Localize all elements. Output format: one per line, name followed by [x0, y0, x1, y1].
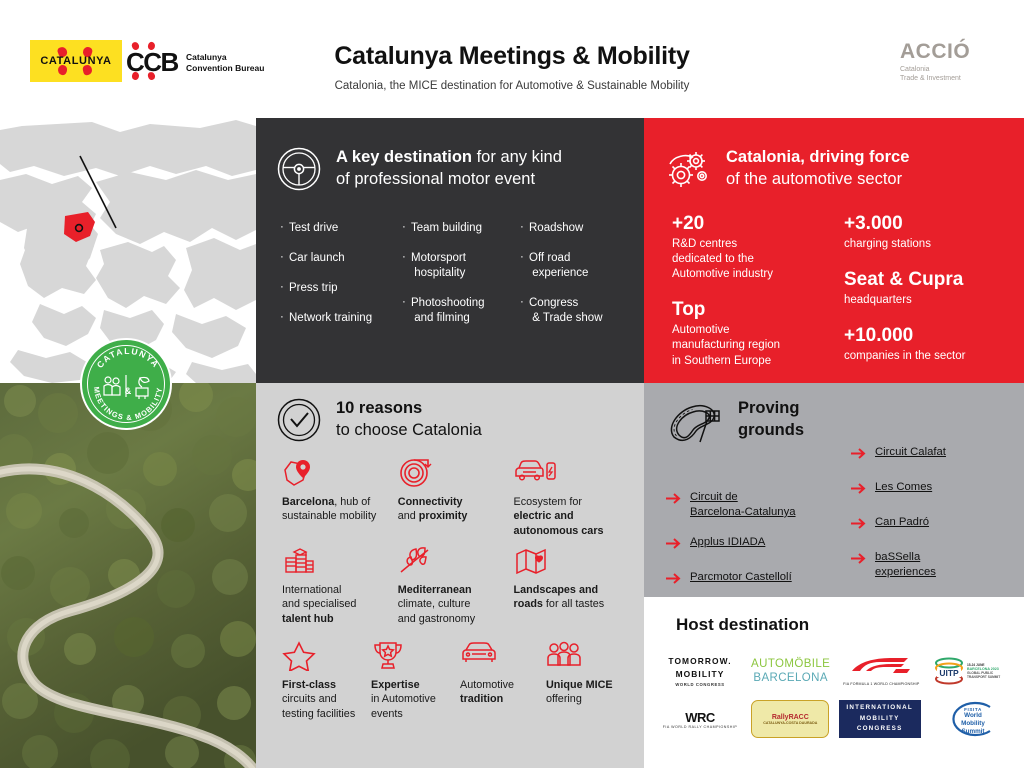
rallyracc-line2: CATALUNYA-COSTA DAURADA	[763, 720, 818, 725]
proving-ground-link[interactable]	[666, 535, 846, 555]
driving-force-stat	[844, 269, 1016, 308]
accio-logo-word: ACCIÓ	[900, 40, 971, 63]
catalunya-meetings-mobility-badge	[80, 338, 172, 430]
arrow-right-icon	[666, 572, 682, 590]
fisita-line1: FISITA	[964, 707, 982, 712]
uitp-line4: GLOBAL PUBLIC TRANSPORT SUMMIT	[966, 671, 1001, 680]
reason-label: Expertise in Automotive events	[371, 679, 436, 720]
key-destination-item: · Roadshow	[520, 221, 632, 236]
catalunya-logo-text: CATALUNYA	[40, 55, 112, 67]
aerial-road-photo	[0, 383, 256, 768]
connectivity-spiral-icon	[398, 458, 506, 488]
proving-ground-link[interactable]	[851, 480, 1021, 500]
page-subtitle: Catalonia, the MICE destination for Automotive & Sustainable Mobility	[334, 80, 690, 92]
svg-text:CATALUNYA: CATALUNYA	[94, 345, 162, 370]
host-destination-logo-rows	[658, 647, 1014, 743]
accio-caption-line1: Catalonia	[900, 66, 930, 73]
graduation-buildings-icon	[282, 546, 390, 576]
key-destination-panel	[256, 118, 644, 383]
driving-force-stat-label: R&D centres dedicated to the Automotive industry	[672, 237, 773, 281]
uitp-line2: 15-24 JUNE	[966, 662, 985, 667]
driving-force-heading	[726, 146, 909, 191]
reasons-row	[282, 458, 637, 538]
reason-item	[460, 641, 540, 721]
ten-reasons-header	[276, 397, 626, 448]
reason-item	[398, 458, 506, 538]
key-destination-column-1	[280, 221, 402, 341]
accio-logo-caption	[900, 65, 1000, 84]
driving-force-stat-value: +3.000	[844, 213, 903, 234]
rallyracc-logo	[751, 700, 829, 738]
key-destination-item: · Press trip	[280, 281, 402, 296]
racetrack-icon	[666, 397, 724, 454]
reason-label: Connectivity and proximity	[397, 496, 468, 523]
ccb-logo-mark: CCB	[126, 47, 178, 77]
key-destination-item: · Congress & Trade show	[520, 296, 632, 326]
key-destination-column-3	[520, 221, 632, 341]
host-destination-panel	[644, 597, 1024, 768]
proving-ground-link-label[interactable]: Circuit Calafat	[875, 446, 946, 458]
reason-item	[398, 546, 506, 626]
driving-force-stat	[672, 213, 844, 282]
badge-people-plant-icons	[82, 372, 174, 407]
proving-ground-link[interactable]	[851, 445, 1021, 465]
proving-ground-link[interactable]	[851, 550, 1021, 580]
proving-ground-link-label[interactable]: Circuit de Barcelona-Catalunya	[690, 491, 796, 518]
wrc-line2: FIA WORLD RALLY CHAMPIONSHIP	[662, 724, 738, 729]
reasons-grid-bottom	[282, 641, 642, 729]
arrow-right-icon	[666, 492, 682, 510]
reasons-grid-top	[282, 458, 637, 634]
accio-logo	[900, 40, 1000, 84]
reason-item	[282, 546, 390, 626]
reason-item	[282, 458, 390, 538]
imc-line2: MOBILITY	[859, 714, 900, 722]
proving-grounds-links-left	[666, 490, 846, 605]
key-destination-heading-line2: of professional motor event	[336, 170, 536, 189]
driving-force-header	[664, 146, 1014, 199]
proving-grounds-heading	[738, 397, 804, 442]
ccb-caption-line2: Convention Bureau	[186, 62, 265, 73]
proving-ground-link[interactable]	[666, 490, 846, 520]
star-outline-icon	[282, 641, 365, 671]
rallyracc-line1: RallyRACC	[771, 713, 809, 721]
steering-wheel-icon	[276, 146, 322, 197]
tomorrow-mobility-logo	[658, 650, 742, 692]
driving-force-stat-value: +20	[672, 213, 705, 234]
location-pin-map-icon	[282, 458, 390, 488]
proving-ground-link-label[interactable]: Can Padró	[875, 516, 930, 528]
proving-ground-link-label[interactable]: baSSella experiences	[875, 551, 936, 578]
reason-item	[371, 641, 454, 721]
reason-label: Landscapes and roads for all tastes	[513, 584, 605, 611]
reason-label: Unique MICE offering	[546, 679, 613, 706]
page-header	[0, 0, 1024, 118]
driving-force-stat	[844, 213, 1016, 252]
fisita-world-mobility-summit-logo	[930, 698, 1014, 740]
key-destination-column-2	[402, 221, 520, 341]
wrc-line1: WRC	[685, 709, 715, 725]
arrow-right-icon	[851, 482, 867, 500]
imc-line3: CONGRESS	[856, 725, 903, 733]
page-title: Catalunya Meetings & Mobility	[334, 42, 690, 70]
people-group-icon	[546, 641, 632, 671]
key-destination-heading-strong: A key destination	[336, 148, 473, 166]
proving-grounds-links-right	[851, 445, 1021, 595]
driving-force-stat-value: Top	[672, 299, 706, 321]
key-destination-item: · Test drive	[280, 221, 402, 236]
reason-item	[546, 641, 632, 721]
proving-grounds-heading-line1: Proving	[738, 399, 800, 417]
f1-logo-subtext: FIA FORMULA 1 WORLD CHAMPIONSHIP	[843, 681, 920, 686]
title-block	[0, 42, 1024, 92]
driving-force-stat-label: companies in the sector	[844, 349, 966, 362]
arrow-right-icon	[851, 552, 867, 570]
car-front-icon	[460, 641, 540, 671]
reason-label: Mediterranean climate, culture and gastronomy	[397, 584, 476, 625]
reason-item	[282, 641, 365, 721]
key-destination-item: · Photoshooting and filming	[402, 296, 520, 326]
reason-label: International and specialised talent hub	[282, 584, 357, 625]
key-destination-list	[280, 221, 632, 341]
uitp-mark-icon	[933, 656, 965, 686]
driving-force-stats	[672, 213, 1016, 386]
proving-ground-link[interactable]	[851, 515, 1021, 535]
tomorrow-mobility-line3: WORLD CONGRESS	[675, 681, 725, 687]
driving-force-panel	[644, 118, 1024, 383]
folded-map-heart-icon	[514, 546, 629, 576]
automobile-barcelona-line2: BARCELONA	[753, 672, 828, 684]
key-destination-item: · Team building	[402, 221, 520, 236]
electric-car-icon	[514, 458, 629, 488]
aerial-road-photo-image	[0, 383, 256, 768]
host-logo-row-1	[658, 647, 1014, 695]
automobile-barcelona-logo	[749, 650, 833, 692]
ten-reasons-panel	[256, 383, 644, 768]
reason-item	[514, 458, 629, 538]
automobile-barcelona-line1: AUTOMÖBILE	[751, 657, 831, 670]
proving-ground-link-label[interactable]: Applus IDIADA	[690, 535, 766, 548]
key-destination-item: · Off road experience	[520, 251, 632, 281]
check-circle-icon	[276, 397, 322, 448]
proving-ground-link[interactable]	[666, 570, 846, 590]
reason-label: Barcelona, hub of sustainable mobility	[282, 496, 377, 523]
key-destination-item: · Network training	[280, 311, 402, 326]
proving-grounds-heading-line2: grounds	[738, 421, 804, 440]
fisita-line3: Summit	[961, 727, 985, 735]
arrow-right-icon	[851, 517, 867, 535]
proving-ground-link-label[interactable]: Les Comes	[875, 481, 933, 493]
uitp-line3: BARCELONA 2023	[966, 666, 999, 671]
international-mobility-congress-logo	[839, 700, 921, 738]
reason-label: First-class circuits and testing facilities	[282, 679, 356, 720]
driving-force-stats-right	[844, 213, 1016, 386]
host-logo-row-2	[658, 695, 1014, 743]
trophy-icon	[371, 641, 454, 671]
svg-text:UITP: UITP	[939, 668, 959, 678]
f1-mark-icon	[850, 657, 912, 675]
driving-force-stat-label: charging stations	[844, 237, 931, 250]
proving-grounds-panel	[644, 383, 1024, 597]
driving-force-stat-value: Seat & Cupra	[844, 269, 964, 291]
arrow-right-icon	[666, 537, 682, 555]
tomorrow-mobility-line1: TOMORROW.	[668, 656, 732, 667]
driving-force-stats-left	[672, 213, 844, 386]
host-destination-title: Host destination	[676, 615, 810, 634]
key-destination-item: · Car launch	[280, 251, 402, 266]
driving-force-heading-strong: Catalonia, driving force	[726, 148, 910, 166]
driving-force-stat-label: headquarters	[844, 293, 912, 306]
fisita-line2: World Mobility	[961, 712, 985, 727]
driving-force-stat	[672, 299, 844, 368]
accio-caption-line2: Trade & Investment	[900, 75, 961, 83]
ccb-caption-line1: Catalunya	[186, 52, 227, 62]
gears-icon	[664, 146, 712, 199]
imc-line1: INTERNATIONAL	[846, 704, 913, 712]
svg-text:MEETINGS & MOBILITY: MEETINGS & MOBILITY	[91, 386, 165, 423]
reasons-row	[282, 641, 642, 721]
driving-force-stat	[844, 325, 1016, 364]
reasons-row	[282, 546, 637, 626]
ten-reasons-heading	[336, 397, 482, 442]
reason-label: Ecosystem for electric and autonomous cars	[513, 496, 604, 537]
ten-reasons-heading-line2: to choose Catalonia	[336, 421, 482, 440]
key-destination-heading-rest: for any kind	[472, 148, 562, 166]
driving-force-stat-value: +10.000	[844, 325, 914, 347]
wrc-logo	[658, 698, 742, 740]
reason-item	[514, 546, 629, 626]
svg-text:&: &	[124, 386, 132, 396]
driving-force-stat-label: Automotive manufacturing region in Southern Europe	[672, 324, 781, 367]
f1-logo	[839, 650, 923, 692]
arrow-right-icon	[851, 447, 867, 465]
driving-force-heading-line2: of the automotive sector	[726, 170, 903, 189]
uitp-logo	[930, 650, 1014, 692]
tomorrow-mobility-line2: MOBILITY	[675, 668, 725, 679]
proving-ground-link-label[interactable]: Parcmotor Castellolí	[690, 570, 792, 583]
reason-label: Automotive tradition	[460, 679, 515, 706]
key-destination-header	[276, 146, 626, 197]
key-destination-item: · Motorsport hospitality	[402, 251, 520, 281]
olive-branch-icon	[398, 546, 506, 576]
key-destination-heading	[336, 146, 562, 191]
ten-reasons-heading-strong: 10 reasons	[336, 399, 423, 417]
